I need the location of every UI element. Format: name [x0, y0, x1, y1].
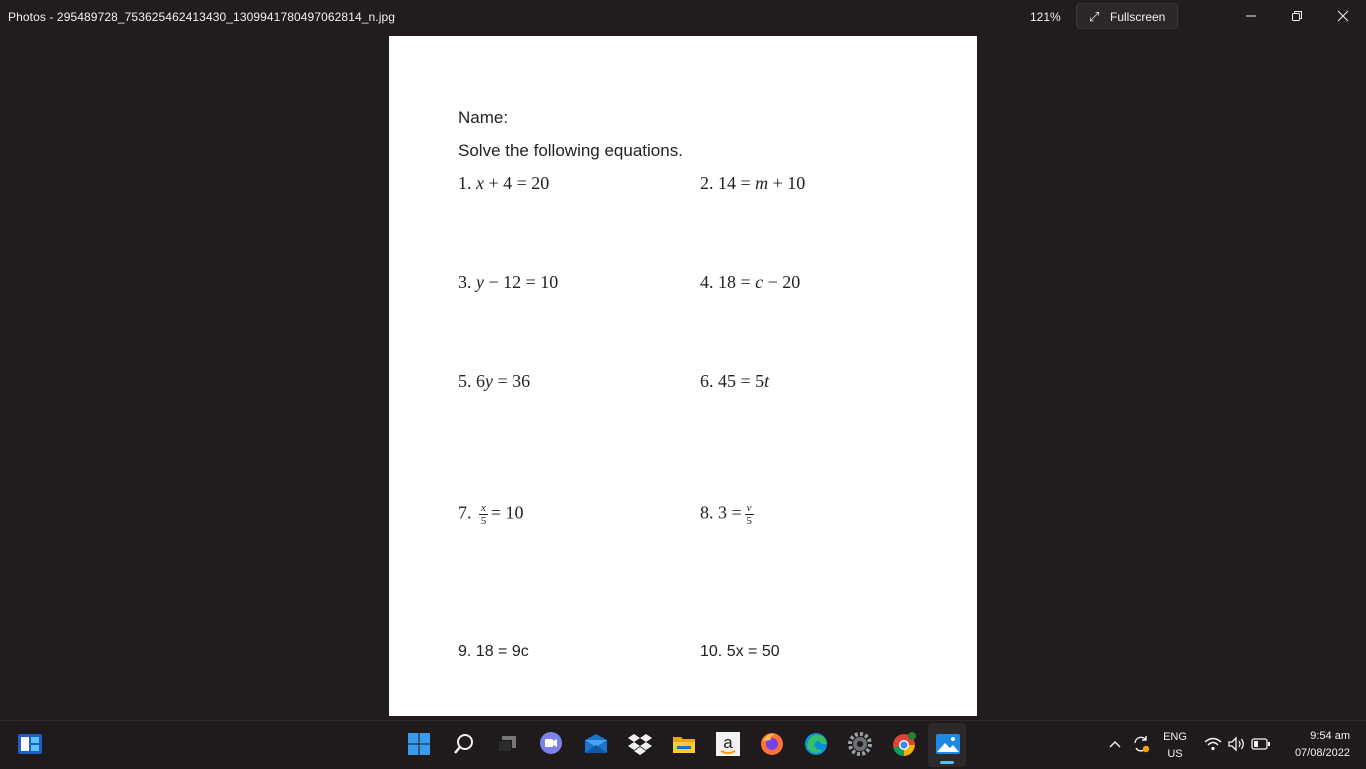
- variable: y: [485, 371, 493, 391]
- settings-icon: [847, 731, 873, 757]
- firefox-icon: [759, 731, 785, 757]
- show-hidden-icons-button[interactable]: [1103, 729, 1127, 759]
- equation-text: 5x = 50: [726, 643, 780, 660]
- title-bar: [0, 0, 1366, 34]
- problem-number: 2.: [700, 173, 714, 193]
- photos-icon: [935, 731, 961, 757]
- start-button[interactable]: [404, 729, 434, 759]
- battery-status[interactable]: [1248, 729, 1274, 759]
- fraction-numerator: x: [481, 502, 486, 514]
- mail-button[interactable]: [581, 729, 611, 759]
- edge-button[interactable]: [801, 729, 831, 759]
- widgets-button[interactable]: [15, 729, 45, 759]
- widgets-icon: [17, 731, 43, 757]
- task-view-icon: [494, 732, 518, 756]
- photos-button[interactable]: [933, 729, 963, 759]
- problem-9: [458, 643, 529, 661]
- problem-number: 4.: [700, 272, 714, 292]
- chevron-up-icon: [1108, 737, 1122, 751]
- equation-rest: = 10: [490, 502, 524, 523]
- task-view-button[interactable]: [491, 729, 521, 759]
- instruction-text: Solve the following equations.: [458, 141, 683, 160]
- fraction-denominator: 5: [746, 515, 752, 527]
- problem-7: [458, 502, 524, 527]
- equation-lead: 6: [476, 371, 485, 391]
- problem-3: [458, 272, 558, 293]
- equation-lead: 3 =: [718, 502, 742, 523]
- amazon-button[interactable]: [713, 729, 743, 759]
- edge-icon: [803, 731, 829, 757]
- name-label: Name:: [458, 108, 509, 127]
- fraction: [479, 502, 488, 527]
- chrome-icon: [891, 731, 917, 757]
- amazon-icon: [715, 731, 741, 757]
- restore-button[interactable]: [1274, 0, 1320, 32]
- variable: m: [755, 173, 769, 193]
- svg-text:a: a: [723, 733, 733, 752]
- firefox-button[interactable]: [757, 729, 787, 759]
- problem-number: 5.: [458, 371, 472, 391]
- search-icon: [452, 732, 476, 756]
- equation-text: 18 = 9c: [475, 643, 529, 660]
- problem-number: 7.: [458, 502, 472, 523]
- minimize-icon: [1245, 10, 1257, 22]
- fullscreen-button[interactable]: [1076, 3, 1178, 29]
- variable: x: [476, 173, 484, 193]
- window-title: Photos - 295489728_753625462413430_1309941780497062814_n.jpg: [8, 10, 396, 24]
- minimize-button[interactable]: [1228, 0, 1274, 32]
- problem-6: [700, 371, 769, 392]
- taskbar: [0, 720, 1366, 769]
- variable: y: [476, 272, 484, 292]
- variable: c: [755, 272, 764, 292]
- close-button[interactable]: [1320, 0, 1366, 32]
- speaker-icon: [1227, 736, 1247, 752]
- equation-rest: − 12 = 10: [484, 272, 559, 292]
- variable: t: [764, 371, 770, 391]
- search-button[interactable]: [449, 729, 479, 759]
- problem-2: [700, 173, 805, 194]
- equation-rest: − 20: [763, 272, 801, 292]
- clock-date[interactable]: 07/08/2022: [1294, 747, 1350, 759]
- wifi-status[interactable]: [1200, 729, 1226, 759]
- wifi-icon: [1204, 736, 1222, 752]
- file-explorer-icon: [671, 731, 697, 757]
- equation-lead: 18 =: [718, 272, 756, 292]
- problem-number: 3.: [458, 272, 472, 292]
- language-indicator[interactable]: ENG: [1163, 731, 1187, 743]
- fullscreen-label: Fullscreen: [1110, 10, 1166, 24]
- settings-button[interactable]: [845, 729, 875, 759]
- problem-number: 9.: [458, 643, 472, 660]
- problem-1: [458, 173, 549, 194]
- sync-icon: [1131, 734, 1151, 754]
- dropbox-button[interactable]: [625, 729, 655, 759]
- zoom-level[interactable]: 121%: [1030, 10, 1061, 24]
- chat-icon: [538, 731, 564, 757]
- region-indicator[interactable]: US: [1167, 748, 1183, 760]
- dropbox-icon: [627, 731, 653, 757]
- clock-time[interactable]: 9:54 am: [1310, 730, 1350, 742]
- volume-status[interactable]: [1224, 729, 1250, 759]
- chat-button[interactable]: [536, 729, 566, 759]
- equation-lead: 45 = 5: [718, 371, 765, 391]
- problem-number: 8.: [700, 502, 714, 523]
- equation-rest: = 36: [493, 371, 531, 391]
- active-app-indicator: [940, 761, 954, 764]
- problem-5: [458, 371, 530, 392]
- expand-icon: ⤢: [1089, 9, 1100, 24]
- start-icon: [407, 732, 431, 756]
- problem-number: 10.: [700, 643, 723, 660]
- equation-lead: 14 =: [718, 173, 756, 193]
- sync-status-button[interactable]: [1128, 729, 1154, 759]
- problem-number: 1.: [458, 173, 472, 193]
- problem-4: [700, 272, 800, 293]
- problem-8: [700, 502, 757, 527]
- fraction-denominator: 5: [480, 515, 487, 527]
- equation-rest: + 4 = 20: [484, 173, 550, 193]
- mail-icon: [583, 731, 609, 757]
- battery-icon: [1251, 738, 1271, 750]
- problem-number: 6.: [700, 371, 714, 391]
- fraction-numerator: v: [746, 502, 752, 514]
- equation-rest: + 10: [768, 173, 806, 193]
- chrome-button[interactable]: [889, 729, 919, 759]
- file-explorer-button[interactable]: [669, 729, 699, 759]
- worksheet-image: [389, 36, 977, 716]
- close-icon: [1337, 10, 1349, 22]
- restore-icon: [1291, 10, 1303, 22]
- problem-10: [700, 643, 780, 661]
- fraction: [745, 502, 754, 527]
